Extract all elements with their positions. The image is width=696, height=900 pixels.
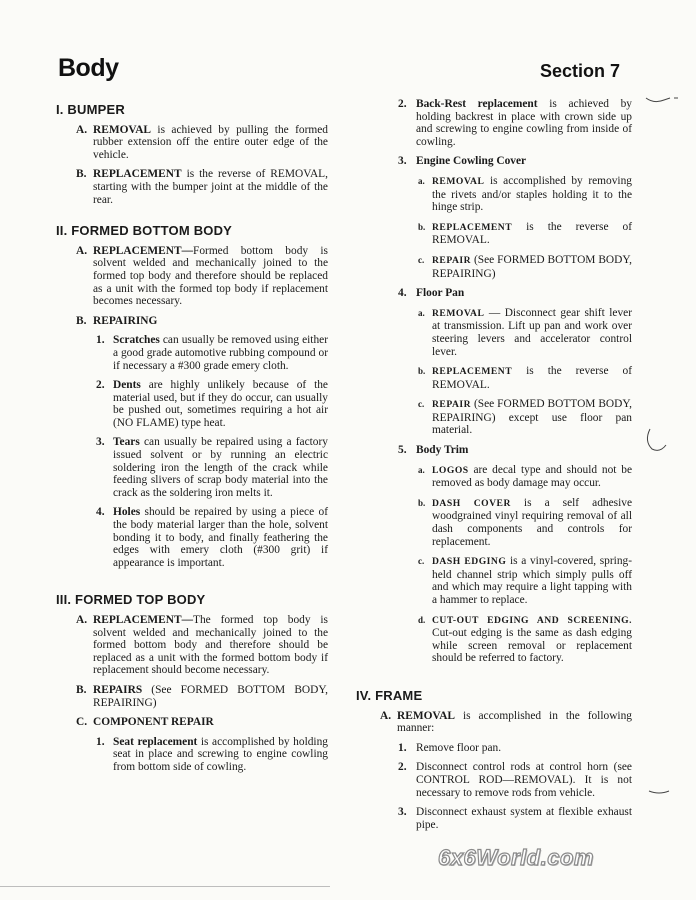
bumper-removal	[56, 124, 328, 162]
section-label: Section 7	[540, 61, 621, 81]
bottom-body-repairing	[56, 315, 328, 328]
marker: A.	[76, 244, 88, 257]
list-item: a. REMOVAL — Disconnect gear shift lever at transmission. Lift up pan and work over steering levers and accelerator control lever.	[418, 306, 632, 358]
list-item: 2. Disconnect control rods at control horn (see CONTROL ROD—REMOVAL). It is not necessary to remove rods from vehicle.	[398, 761, 632, 799]
floor-pan-heading: 4. Floor Pan	[398, 287, 465, 300]
list-item: 2. Dents are highly unlikely because of the material used, but if they do occur, can usually be pushed out, sometimes requiring a hot air (NO FLAME) type heat.	[96, 379, 328, 429]
subheading: REPAIRING	[93, 314, 158, 327]
backrest-replacement: 2. Back-Rest replacement is achieved by holding backrest in place with crown side up and screwing to engine cowling from inside of cowling.	[398, 98, 633, 148]
heading-formed-bottom-body: II. FORMED BOTTOM BODY	[56, 223, 233, 239]
list-item: 3. Disconnect exhaust system at flexible exhaust pipe.	[398, 806, 632, 831]
list-item: a. REMOVAL is accomplished by removing the rivets and/or staples holding it to the hinge strip.	[418, 174, 632, 214]
list-item: a. LOGOS are decal type and should not be removed as body damage may occur.	[418, 463, 632, 490]
list-item: 1. Seat replacement is accomplished by holding seat in place and screwing to engine cowling from bottom side of cowling.	[96, 735, 328, 773]
list-item: 4. Holes should be repaired by using a piece of the body material larger than the hole, solvent bonding it to body, and finally feathering the edges with emery cloth (#300 grit) if appearance is important.	[96, 506, 328, 569]
list-item: c. REPAIR (See FORMED BOTTOM BODY, REPAIRING) except use floor pan material.	[418, 398, 632, 437]
heading-frame: IV. FRAME	[356, 687, 423, 703]
left-column	[56, 98, 328, 781]
bottom-rule	[0, 886, 330, 887]
top-body-repairs: B. REPAIRS (See FORMED BOTTOM BODY, REPAIRING)	[76, 683, 328, 709]
list-item: 1. Scratches can usually be removed using either a good grade automotive rubbing compound or if necessary a #300 grade emery cloth.	[96, 334, 328, 372]
marker: A.	[76, 123, 88, 136]
list-item: b. REPLACEMENT is the reverse of REMOVAL.	[418, 220, 632, 247]
margin-mark	[645, 785, 675, 797]
list-item: c. REPAIR (See FORMED BOTTOM BODY, REPAIRING)	[418, 253, 632, 280]
bumper-replacement	[56, 168, 328, 206]
watermark-logo: 6x6World.com	[438, 845, 594, 870]
margin-mark	[642, 92, 682, 112]
list-item: b. DASH COVER is a self adhesive woodgrained vinyl requiring removal of all dash components and controls for replacement.	[418, 496, 632, 548]
body-trim-heading: 5. Body Trim	[398, 444, 469, 457]
list-item: d. CUT-OUT EDGING AND SCREENING. Cut-out edging is the same as dash edging while screen removal or replacement should be referred to factory.	[418, 614, 632, 665]
frame-removal: A. REMOVAL is accomplished in the following manner:	[380, 709, 632, 735]
paragraph: REPLACEMENT—Formed bottom body is solvent welded and mechanically joined to the formed top body and therefore should be replaced as a unit with the formed top body if replacement becomes necessary.	[93, 244, 328, 308]
component-repair: C. COMPONENT REPAIR	[76, 716, 214, 729]
engine-cowling-cover-heading: 3. Engine Cowling Cover	[398, 155, 527, 168]
marker: B.	[76, 314, 87, 327]
margin-mark	[640, 425, 670, 460]
list-item: c. DASH EDGING is a vinyl-covered, spring-held channel strip which simply pulls off and which may require a light tapping with a hammer to replace.	[418, 555, 633, 606]
list-item: b. REPLACEMENT is the reverse of REMOVAL.	[418, 365, 632, 391]
right-column	[356, 98, 632, 838]
list-item: 3. Tears can usually be repaired using a factory issued solvent or by running an electric soldering iron the length of the crack while feeding slivers of scrap body material into the crack as the soldering iron melts it.	[96, 436, 328, 499]
top-body-replacement: A. REPLACEMENT—The formed top body is solvent welded and mechanically joined to the formed bottom body and therefore should be replaced as a unit with the formed bottom body if replacement should become necessary.	[76, 614, 328, 677]
paragraph: REMOVAL is achieved by pulling the formed rubber extension off the entire outer edge of the vehicle.	[93, 123, 328, 161]
page-title: Body	[58, 54, 119, 82]
heading-bumper: I. BUMPER	[56, 102, 125, 117]
heading-formed-top-body: III. FORMED TOP BODY	[56, 592, 206, 608]
paragraph: REPLACEMENT is the reverse of REMOVAL, starting with the bumper joint at the middle of the rear.	[93, 168, 328, 206]
marker: B.	[76, 168, 87, 181]
bottom-body-replacement	[56, 245, 328, 308]
list-item: 1. Remove floor pan.	[398, 741, 502, 754]
